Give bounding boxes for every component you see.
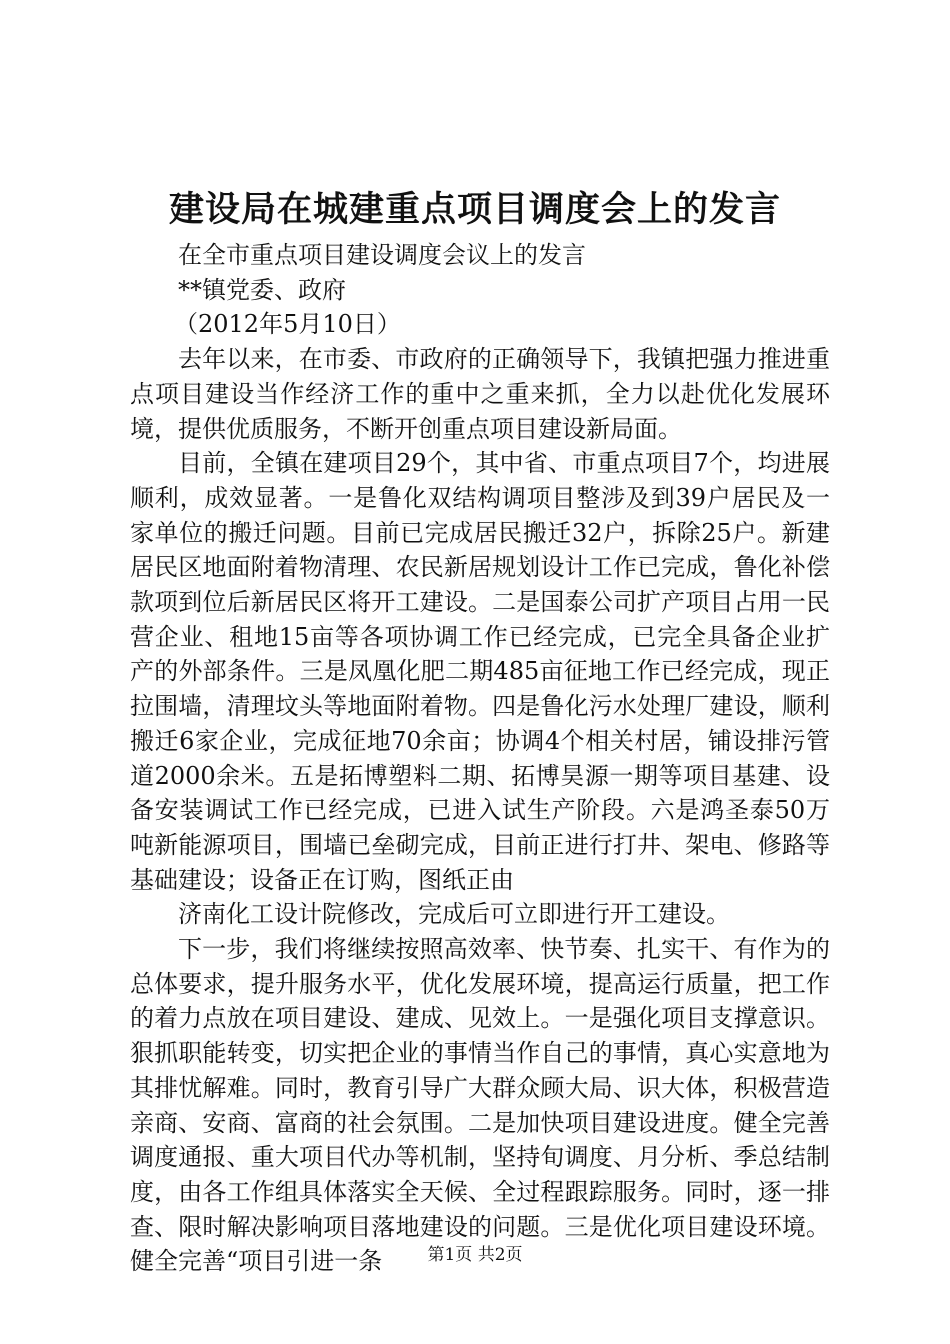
- paragraph: 目前，全镇在建项目29个，其中省、市重点项目7个，均进展顺利，成效显著。一是鲁化双结构调项目整涉及到39户居民及一家单位的搬迁问题。目前已完成居民搬迁32户，拆除25户。新建居民区地面附着物清理、农民新居规划设计工作已完成，鲁化补偿款项到位后新居民区将开工建设。二是国泰公司扩产项目占用一民营企业、租地15亩等各项协调工作已经完成，已完全具备企业扩产的外部条件。三是凤凰化肥二期485亩征地工作已经完成，现正拉围墙，清理坟头等地面附着物。四是鲁化污水处理厂建设，顺利搬迁6家企业，完成征地70余亩；协调4个相关村居，铺设排污管道2000余米。五是拓博塑料二期、拓博昊源一期等项目基建、设备安装调试工作已经完成，已进入试生产阶段。六是鸿圣泰50万吨新能源项目，围墙已垒砌完成，目前正进行打井、架电、修路等基础建设；设备正在订购，图纸正由: [130, 449, 830, 894]
- paragraph: 济南化工设计院修改，完成后可立即进行开工建设。: [178, 900, 730, 929]
- speech-subtitle: 在全市重点项目建设调度会议上的发言: [178, 241, 586, 269]
- speaker-line: **镇党委、政府: [178, 275, 346, 304]
- document-title: 建设局在城建重点项目调度会上的发言: [168, 189, 781, 230]
- paragraph: 下一步，我们将继续按照高效率、快节奏、扎实干、有作为的总体要求，提升服务水平，优化发展环境，提高运行质量，把工作的着力点放在项目建设、建成、见效上。一是强化项目支撑意识。狠抓职能转变，切实把企业的事情当作自己的事情，真心实意地为其排忧解难。同时，教育引导广大群众顾大局、识大体，积极营造亲商、安商、富商的社会氛围。二是加快项目建设进度。健全完善调度通报、重大项目代办等机制，坚持旬调度、月分析、季总结制度，由各工作组具体落实全天候、全过程跟踪服务。同时，逐一排查、限时解决影响项目落地建设的问题。三是优化项目建设环境。健全完善“项目引进一条: [130, 935, 830, 1276]
- document-body: [130, 238, 830, 1279]
- page-number: 第1页 共2页: [427, 1245, 523, 1265]
- date-line: （2012年5月10日）: [174, 310, 401, 339]
- paragraph: 去年以来，在市委、市政府的正确领导下，我镇把强力推进重点项目建设当作经济工作的重中之重来抓，全力以赴优化发展环境，提供优质服务，不断开创重点项目建设新局面。: [130, 345, 830, 443]
